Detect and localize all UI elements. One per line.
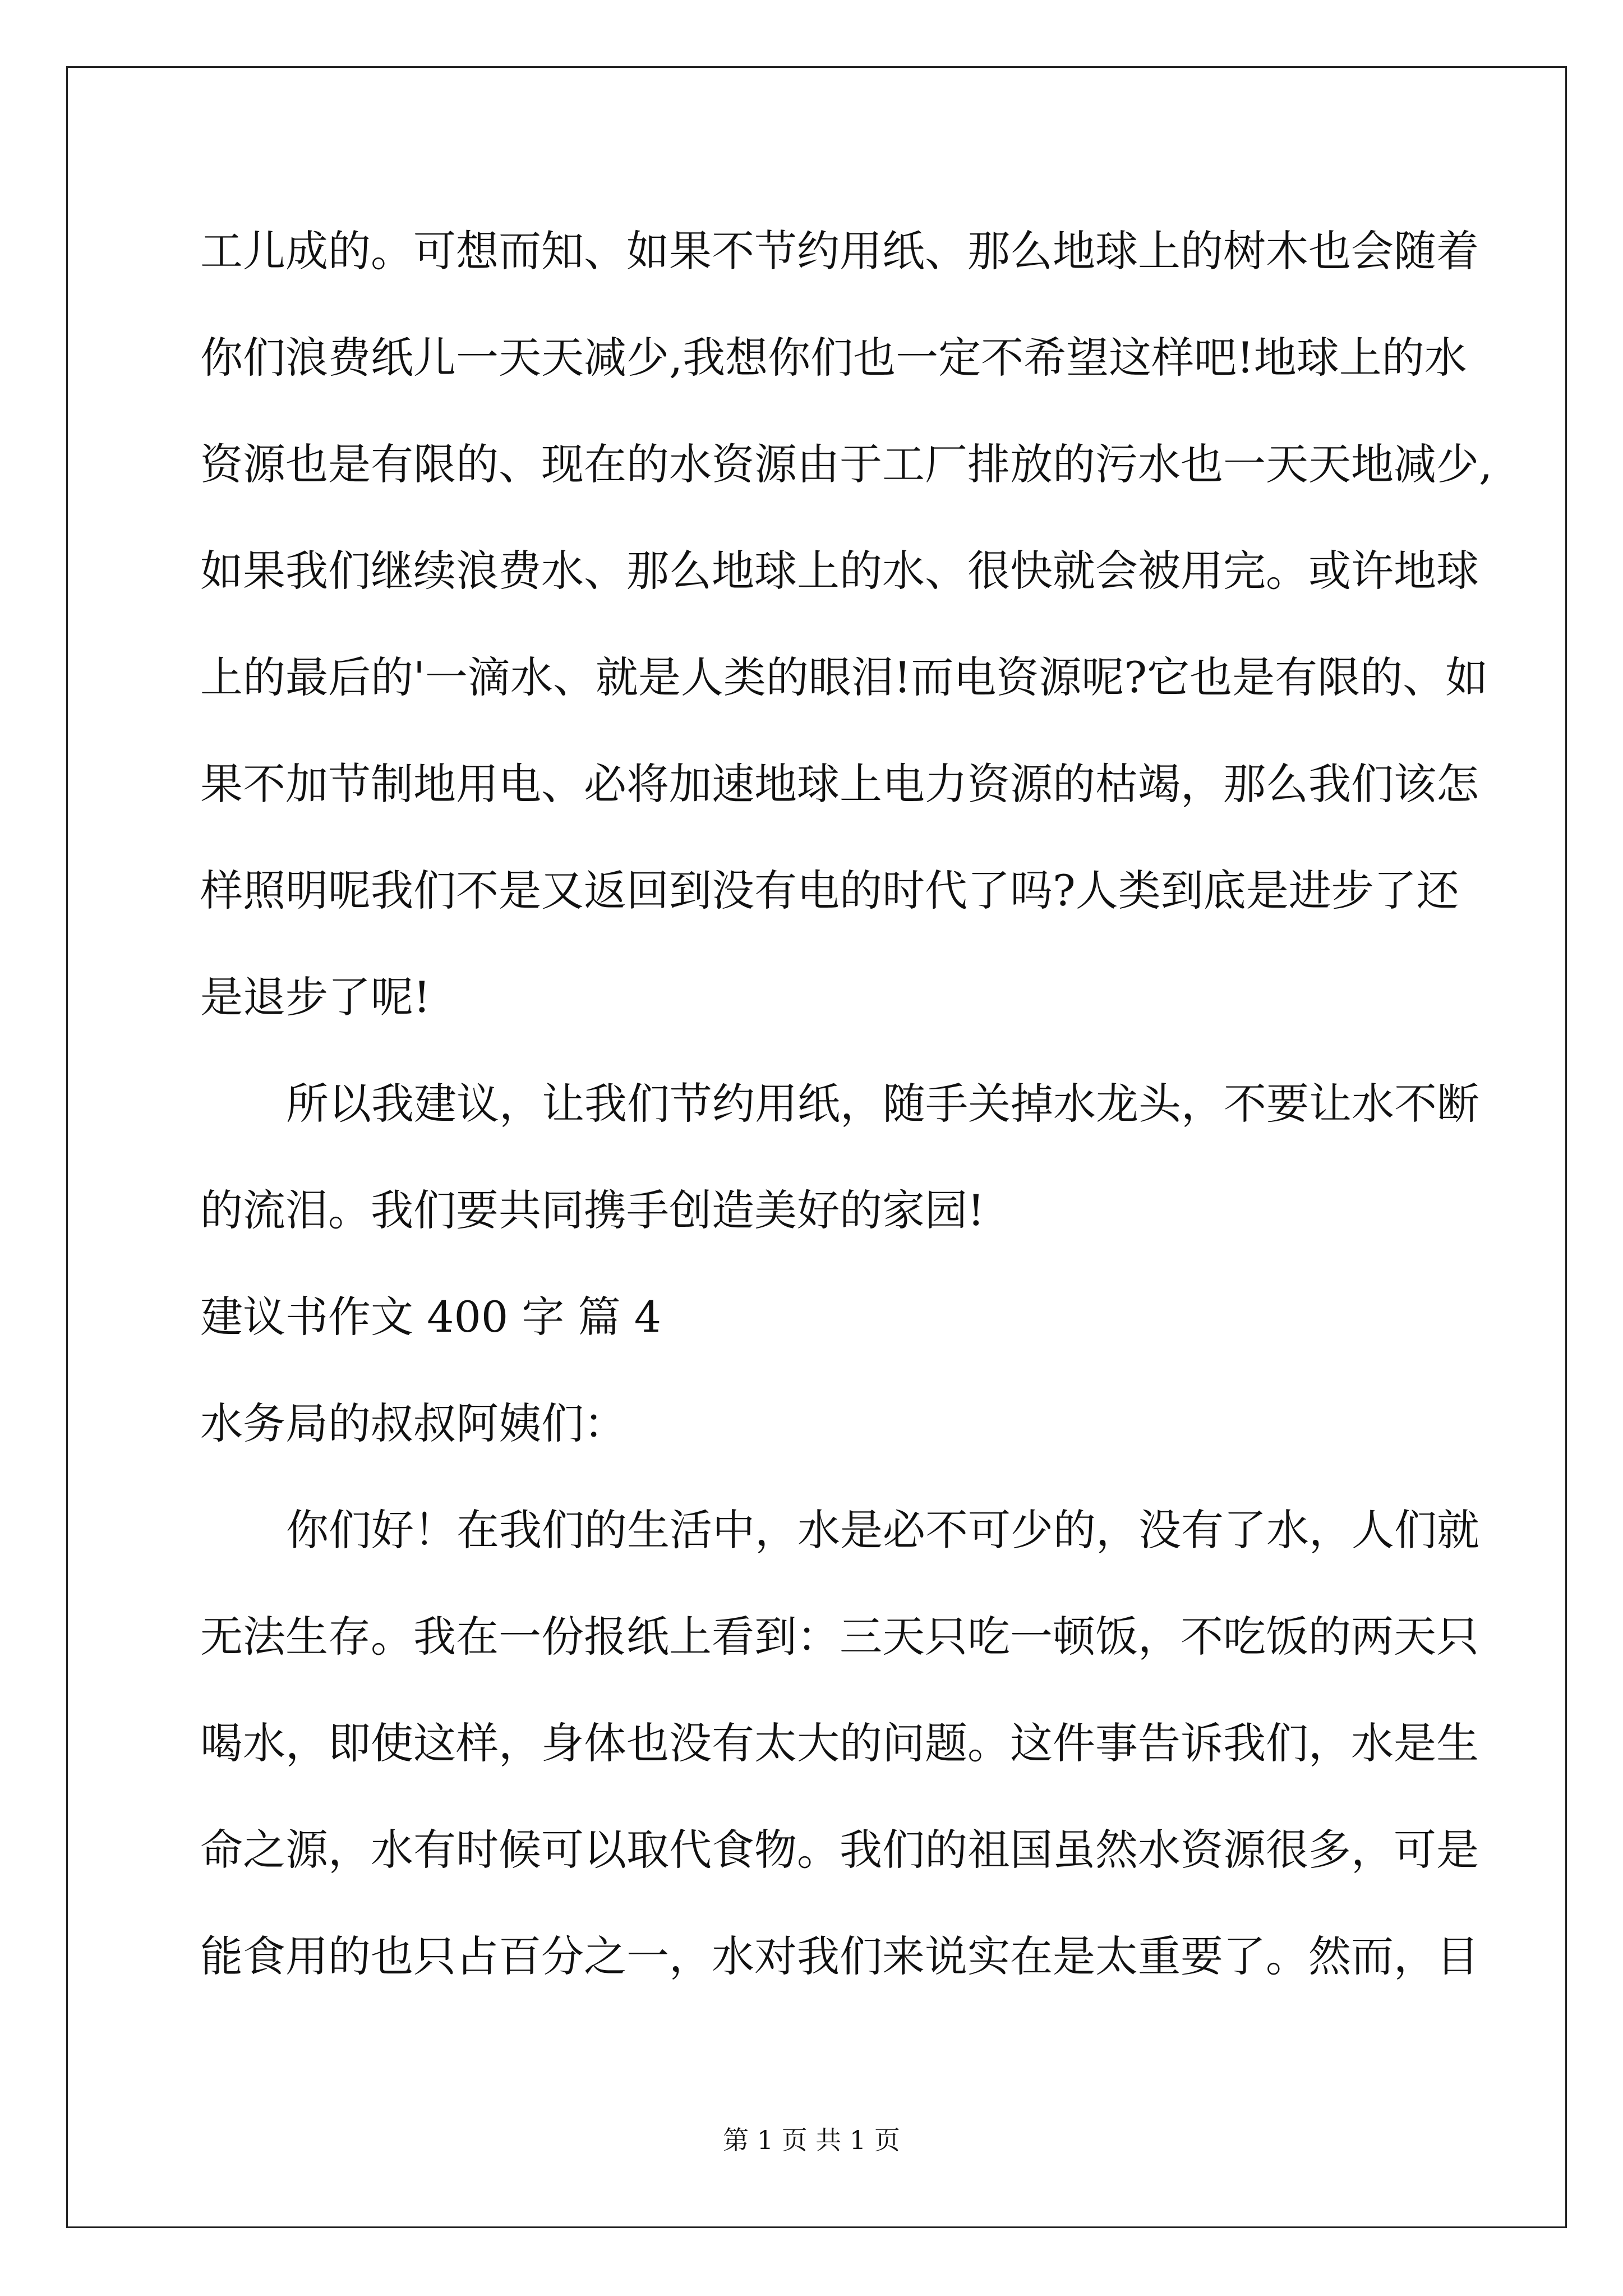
text-line: 资源也是有限的、现在的水资源由于工厂排放的污水也一天天地减少, [200, 439, 1493, 489]
text-line: 喝水，即使这样，身体也没有太大的问题。这件事告诉我们，水是生 [200, 1718, 1479, 1768]
text-line: 命之源，水有时候可以取代食物。我们的祖国虽然水资源很多，可是 [200, 1825, 1479, 1875]
section-heading: 建议书作文 400 字 篇 4 [200, 1292, 662, 1342]
text-line: 果不加节制地用电、必将加速地球上电力资源的枯竭，那么我们该怎 [200, 759, 1479, 809]
text-line: 的流泪。我们要共同携手创造美好的家园! [200, 1185, 985, 1235]
text-line: 所以我建议，让我们节约用纸，随手关掉水龙头，不要让水不断 [286, 1079, 1479, 1129]
text-line: 能食用的也只占百分之一，水对我们来说实在是太重要了。然而，目 [200, 1931, 1479, 1981]
text-line: 是退步了呢! [200, 972, 431, 1022]
text-line: 工儿成的。可想而知、如果不节约用纸、那么地球上的树木也会随着 [200, 226, 1479, 276]
salutation-line: 水务局的叔叔阿姨们： [200, 1398, 626, 1448]
page-number-footer: 第 1 页 共 1 页 [723, 2125, 900, 2155]
text-line: 如果我们继续浪费水、那么地球上的水、很快就会被用完。或许地球 [200, 546, 1479, 596]
text-line: 无法生存。我在一份报纸上看到：三天只吃一顿饭，不吃饭的两天只 [200, 1612, 1479, 1662]
text-line: 样照明呢我们不是又返回到没有电的时代了吗?人类到底是进步了还 [200, 866, 1459, 915]
text-line: 你们好！在我们的生活中，水是必不可少的，没有了水，人们就 [286, 1505, 1479, 1555]
text-line: 你们浪费纸儿一天天减少,我想你们也一定不希望这样吧!地球上的水 [200, 333, 1467, 383]
text-line: 上的最后的'一滴水、就是人类的眼泪!而电资源呢?它也是有限的、如 [200, 652, 1488, 702]
